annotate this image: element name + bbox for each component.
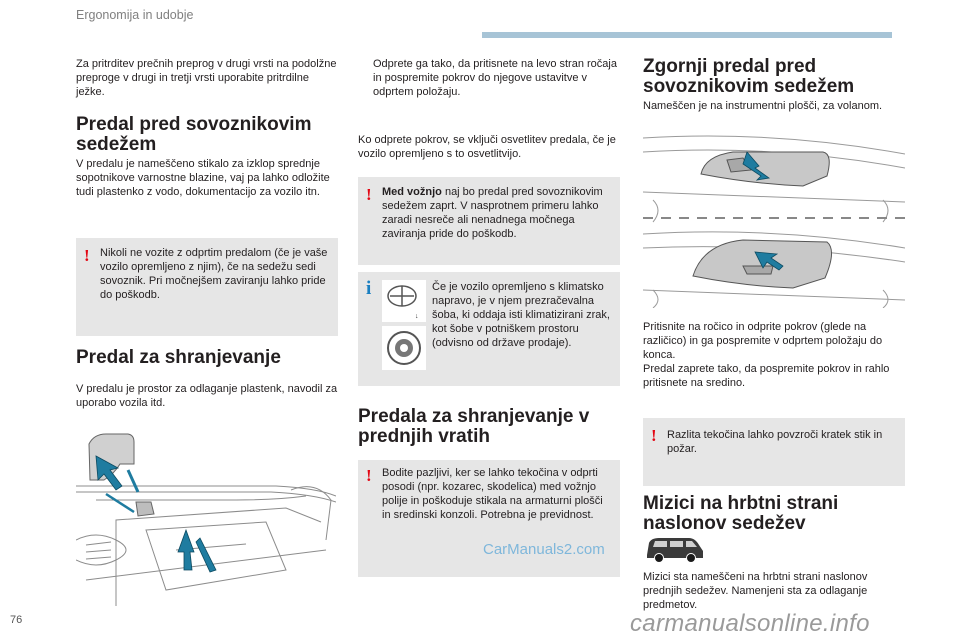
warning-icon: ! bbox=[366, 466, 372, 485]
warning-box bbox=[76, 238, 338, 336]
warning-text: Razlita tekočina lahko povzroči kratek stik in požar. bbox=[667, 429, 883, 455]
upper-glovebox-text: Nameščen je na instrumentni plošči, za volanom. bbox=[643, 100, 883, 112]
open-step-text: Odprete ga tako, da pritisnete na levo stran ročaja in pospremite pokrov do njegove ustavitve v odprtem položaju. bbox=[373, 58, 617, 98]
vent-icon bbox=[382, 280, 426, 322]
warning-text: Nikoli ne vozite z odprtim predalom (če je vaše vozilo opremljeno z njim), če na sedežu sedi sovoznik. Pri močnejšem zaviranju lahko pride do poškodb. bbox=[100, 247, 328, 301]
heading-door-storage: Predala za shranjevanje v prednjih vratih bbox=[358, 406, 590, 447]
warning-icon: ! bbox=[84, 246, 90, 265]
info-icon: i bbox=[366, 278, 372, 299]
intro-text: Za pritrditev prečnih preprog v drugi vrsti na podolžne preproge v drugi in tretji vrsti uporabite pritrdilne ježke. bbox=[76, 58, 337, 98]
warning-box bbox=[358, 460, 620, 577]
info-box bbox=[358, 272, 620, 386]
warning-box bbox=[643, 418, 905, 486]
page-number: 76 bbox=[10, 614, 23, 626]
light-text: Ko odprete pokrov, se vključi osvetlitev predala, če je vozilo opremljeno s to osvetlitvijo. bbox=[358, 134, 616, 160]
warning-icon: ! bbox=[651, 426, 657, 445]
svg-text:↓: ↓ bbox=[415, 313, 419, 320]
header-bar bbox=[482, 32, 892, 38]
brand-mark: CarManuals2.com bbox=[483, 541, 605, 558]
storage-text: V predalu je prostor za odlaganje plastenk, navodil za uporabo vozila itd. bbox=[76, 383, 338, 409]
open-lid-text: Pritisnite na ročico in odprite pokrov (glede na različico) in ga pospremite v odprtem položaju do konca. Predal zaprete tako, da pospremite pokrov in rahlo pritisnete na sredino. bbox=[643, 321, 890, 389]
heading-tables: Mizici na hrbtni strani naslonov sedežev bbox=[643, 493, 839, 534]
watermark: carmanualsonline.info bbox=[630, 610, 870, 637]
upper-glovebox-illustration bbox=[643, 130, 905, 308]
heading-storage: Predal za shranjevanje bbox=[76, 347, 281, 368]
warning-text: Med vožnjo naj bo predal pred sovoznikovim sedežem zaprt. V nasprotnem primeru lahko zaradi nesreče ali nenadnega močnega zaviranja pride do poškodb. bbox=[382, 186, 603, 240]
glovebox-illustration bbox=[76, 430, 336, 606]
vent-knob-icon bbox=[382, 326, 426, 370]
warning-box bbox=[358, 177, 620, 265]
glovebox-text: V predalu je nameščeno stikalo za izklop sprednje sopotnikove varnostne blazine, vaj pa lahko odložite tudi plastenko z vodo, dokumentacijo za vozilo itn. bbox=[76, 158, 330, 198]
heading-upper-glovebox: Zgornji predal pred sovoznikovim sedežem bbox=[643, 56, 855, 97]
section-title: Ergonomija in udobje bbox=[76, 8, 194, 22]
warning-icon: ! bbox=[366, 185, 372, 204]
info-text: Če je vozilo opremljeno s klimatsko napravo, je v njem prezračevalna šoba, ki oddaja isti klimatizirani zrak, kot šobe v potniškem prostoru (odvisno od države prodaje). bbox=[432, 281, 610, 349]
tables-text: Mizici sta nameščeni na hrbtni strani naslonov prednjih sedežev. Namenjeni sta za odlaganje predmetov. bbox=[643, 571, 868, 611]
van-icon bbox=[645, 535, 705, 565]
heading-glovebox: Predal pred sovoznikovim sedežem bbox=[76, 114, 312, 155]
warning-text: Bodite pazljivi, ker se lahko tekočina v odprti posodi (npr. kozarec, skodelica) med vožnjo polije in poškoduje stikala na armaturni plošči in sredinski konzoli. Potrebna je previdnost. bbox=[382, 467, 603, 521]
